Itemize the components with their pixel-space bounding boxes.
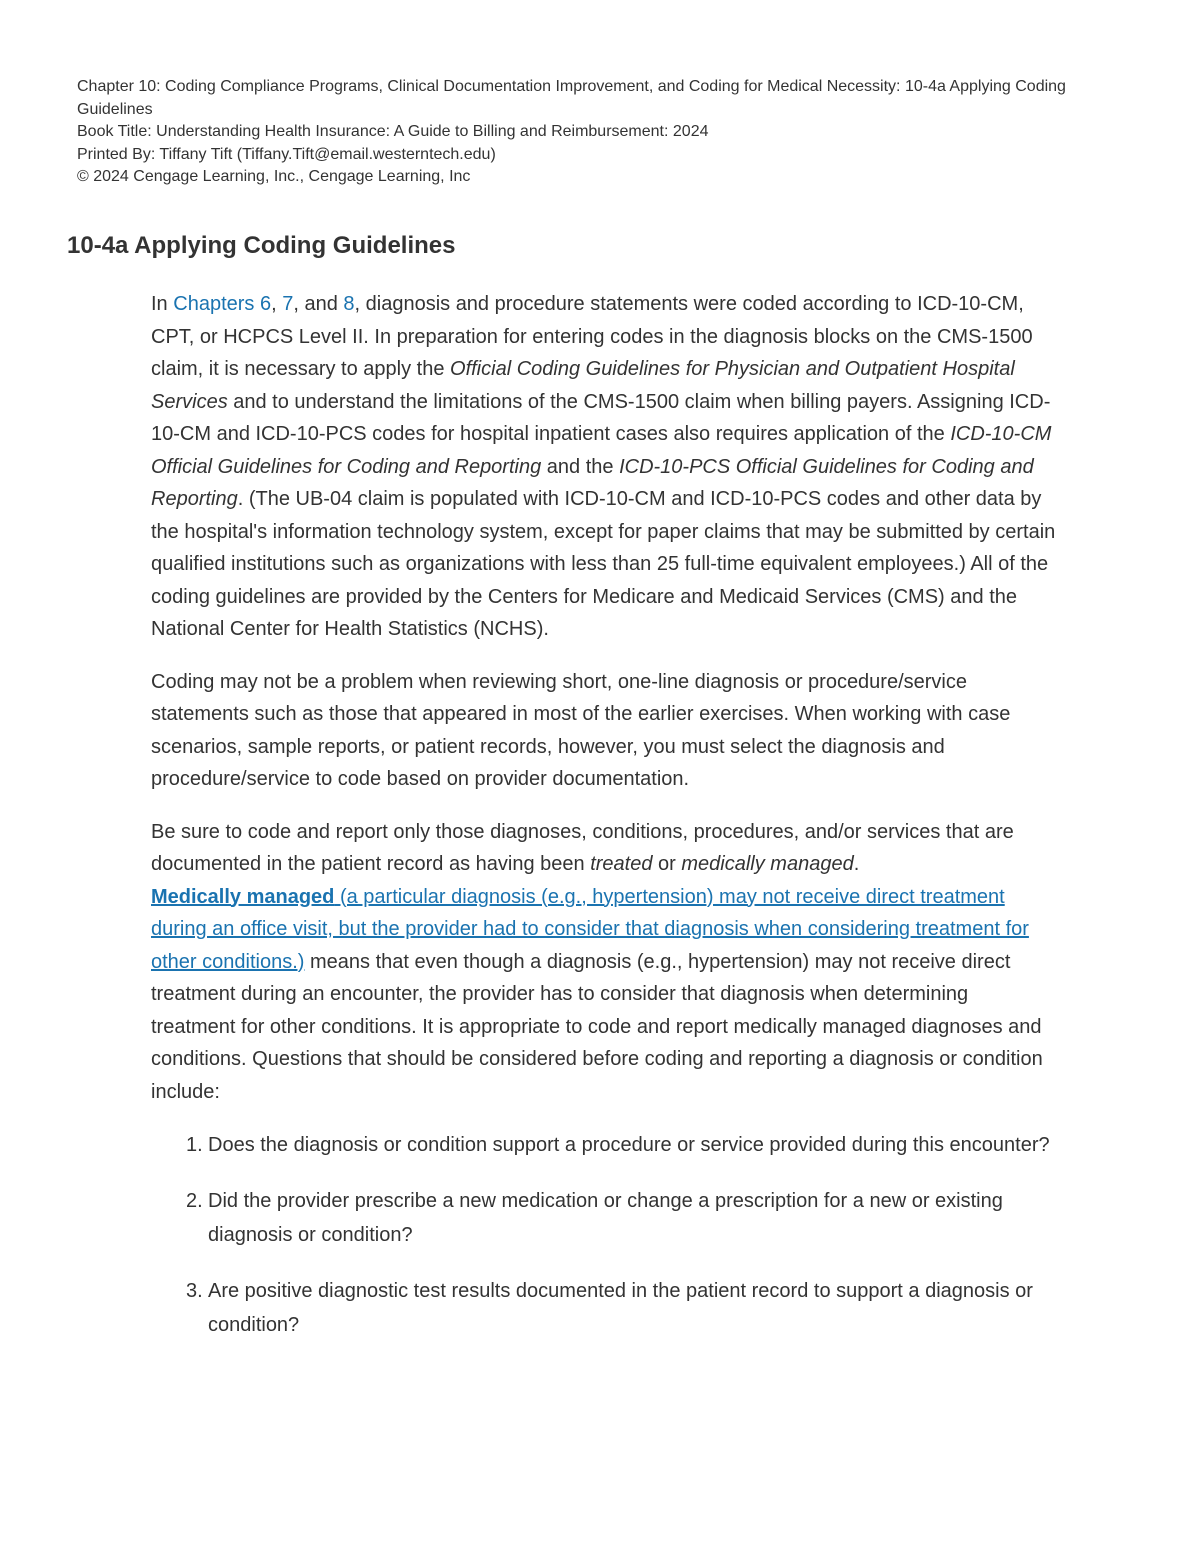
book-title-line: Book Title: Understanding Health Insurance: A Guide to Billing and Reimbursement: 2024 <box>77 123 709 140</box>
paragraph-2: Coding may not be a problem when reviewing short, one-line diagnosis or procedure/service statements such as those that appeared in most of the earlier exercises. When working with case scenarios, sample reports, or patient records, however, you must select the diagnosis and procedure/service to code based on provider documentation. <box>151 670 1011 790</box>
list-item: 3. Are positive diagnostic test results documented in the patient record to support a diagnosis or condition? <box>186 1279 1033 1336</box>
copyright-line: © 2024 Cengage Learning, Inc., Cengage Learning, Inc <box>77 168 471 185</box>
paragraph-1: In Chapters 6, 7, and 8, diagnosis and procedure statements were coded according to ICD-10-CM, CPT, or HCPCS Level II. In preparation for entering codes in the diagnosis blocks on the CMS-1500 claim, it is necessary to apply the Official Coding Guidelines for Physician and Outpatient Hospital Services and to understand the limitations of the CMS-1500 claim when billing payers. Assigning ICD-10-CM and ICD-10-PCS codes for hospital inpatient cases also requires application of the ICD-10-CM Official Guidelines for Coding and Reporting and the ICD-10-PCS Official Guidelines for Coding and Reporting. (The UB-04 claim is populated with ICD-10-CM and ICD-10-PCS codes and other data by the hospital's information technology system, except for paper claims that may be submitted by certain qualified institutions such as organizations with less than 25 full-time equivalent employees.) All of the coding guidelines are provided by the Centers for Medicare and Medicaid Services (CMS) and the National Center for Health Statistics (NCHS). <box>151 293 1056 640</box>
questions-list <box>151 1128 1056 1343</box>
chapter-6-link[interactable]: Chapters 6 <box>173 293 272 315</box>
chapter-7-link[interactable]: 7 <box>282 293 294 315</box>
chapter-line: Chapter 10: Coding Compliance Programs, Clinical Documentation Improvement, and Coding for Medical Necessity: 10-4a Applying Coding Guidelines <box>77 78 1066 118</box>
guidelines-icd10cm-title: ICD-10-CM Official Guidelines for Coding and Reporting <box>151 423 1052 478</box>
definition-term: Medically managed <box>151 885 335 908</box>
printed-by-line: Printed By: Tiffany Tift (Tiffany.Tift@email.westerntech.edu) <box>77 145 496 163</box>
document-meta <box>77 76 1127 189</box>
list-item: 2. Did the provider prescribe a new medication or change a prescription for a new or existing diagnosis or condition? <box>186 1189 1003 1246</box>
chapter-8-link[interactable]: 8 <box>343 293 355 315</box>
definition-text: (a particular diagnosis (e.g., hypertension) may not receive direct treatment during an office visit, but the provider had to consider that diagnosis when considering treatment for other conditions.) <box>151 885 1029 973</box>
page-title: 10-4a Applying Coding Guidelines <box>67 232 456 259</box>
main-content <box>151 288 1056 1364</box>
paragraph-3: Be sure to code and report only those diagnoses, conditions, procedures, and/or services that are documented in the patient record as having been treated or medically managed. Medically managed (a particular diagnosis (e.g., hypertension) may not receive direct treatment during an office visit, but the provider had to consider that diagnosis when considering treatment for other conditions.) means that even though a diagnosis (e.g., hypertension) may not receive direct treatment during an encounter, the provider has to consider that diagnosis when determining treatment for other conditions. It is appropriate to code and report medically managed diagnoses and conditions. Questions that should be considered before coding and reporting a diagnosis or condition include: <box>151 820 1043 1103</box>
guidelines-physician-title: Official Coding Guidelines for Physician and Outpatient Hospital Services <box>151 358 1015 413</box>
list-item: 1. Does the diagnosis or condition support a procedure or service provided during this encounter? <box>186 1134 1050 1156</box>
guidelines-icd10pcs-title: ICD-10-PCS Official Guidelines for Coding and Reporting <box>151 455 1034 510</box>
